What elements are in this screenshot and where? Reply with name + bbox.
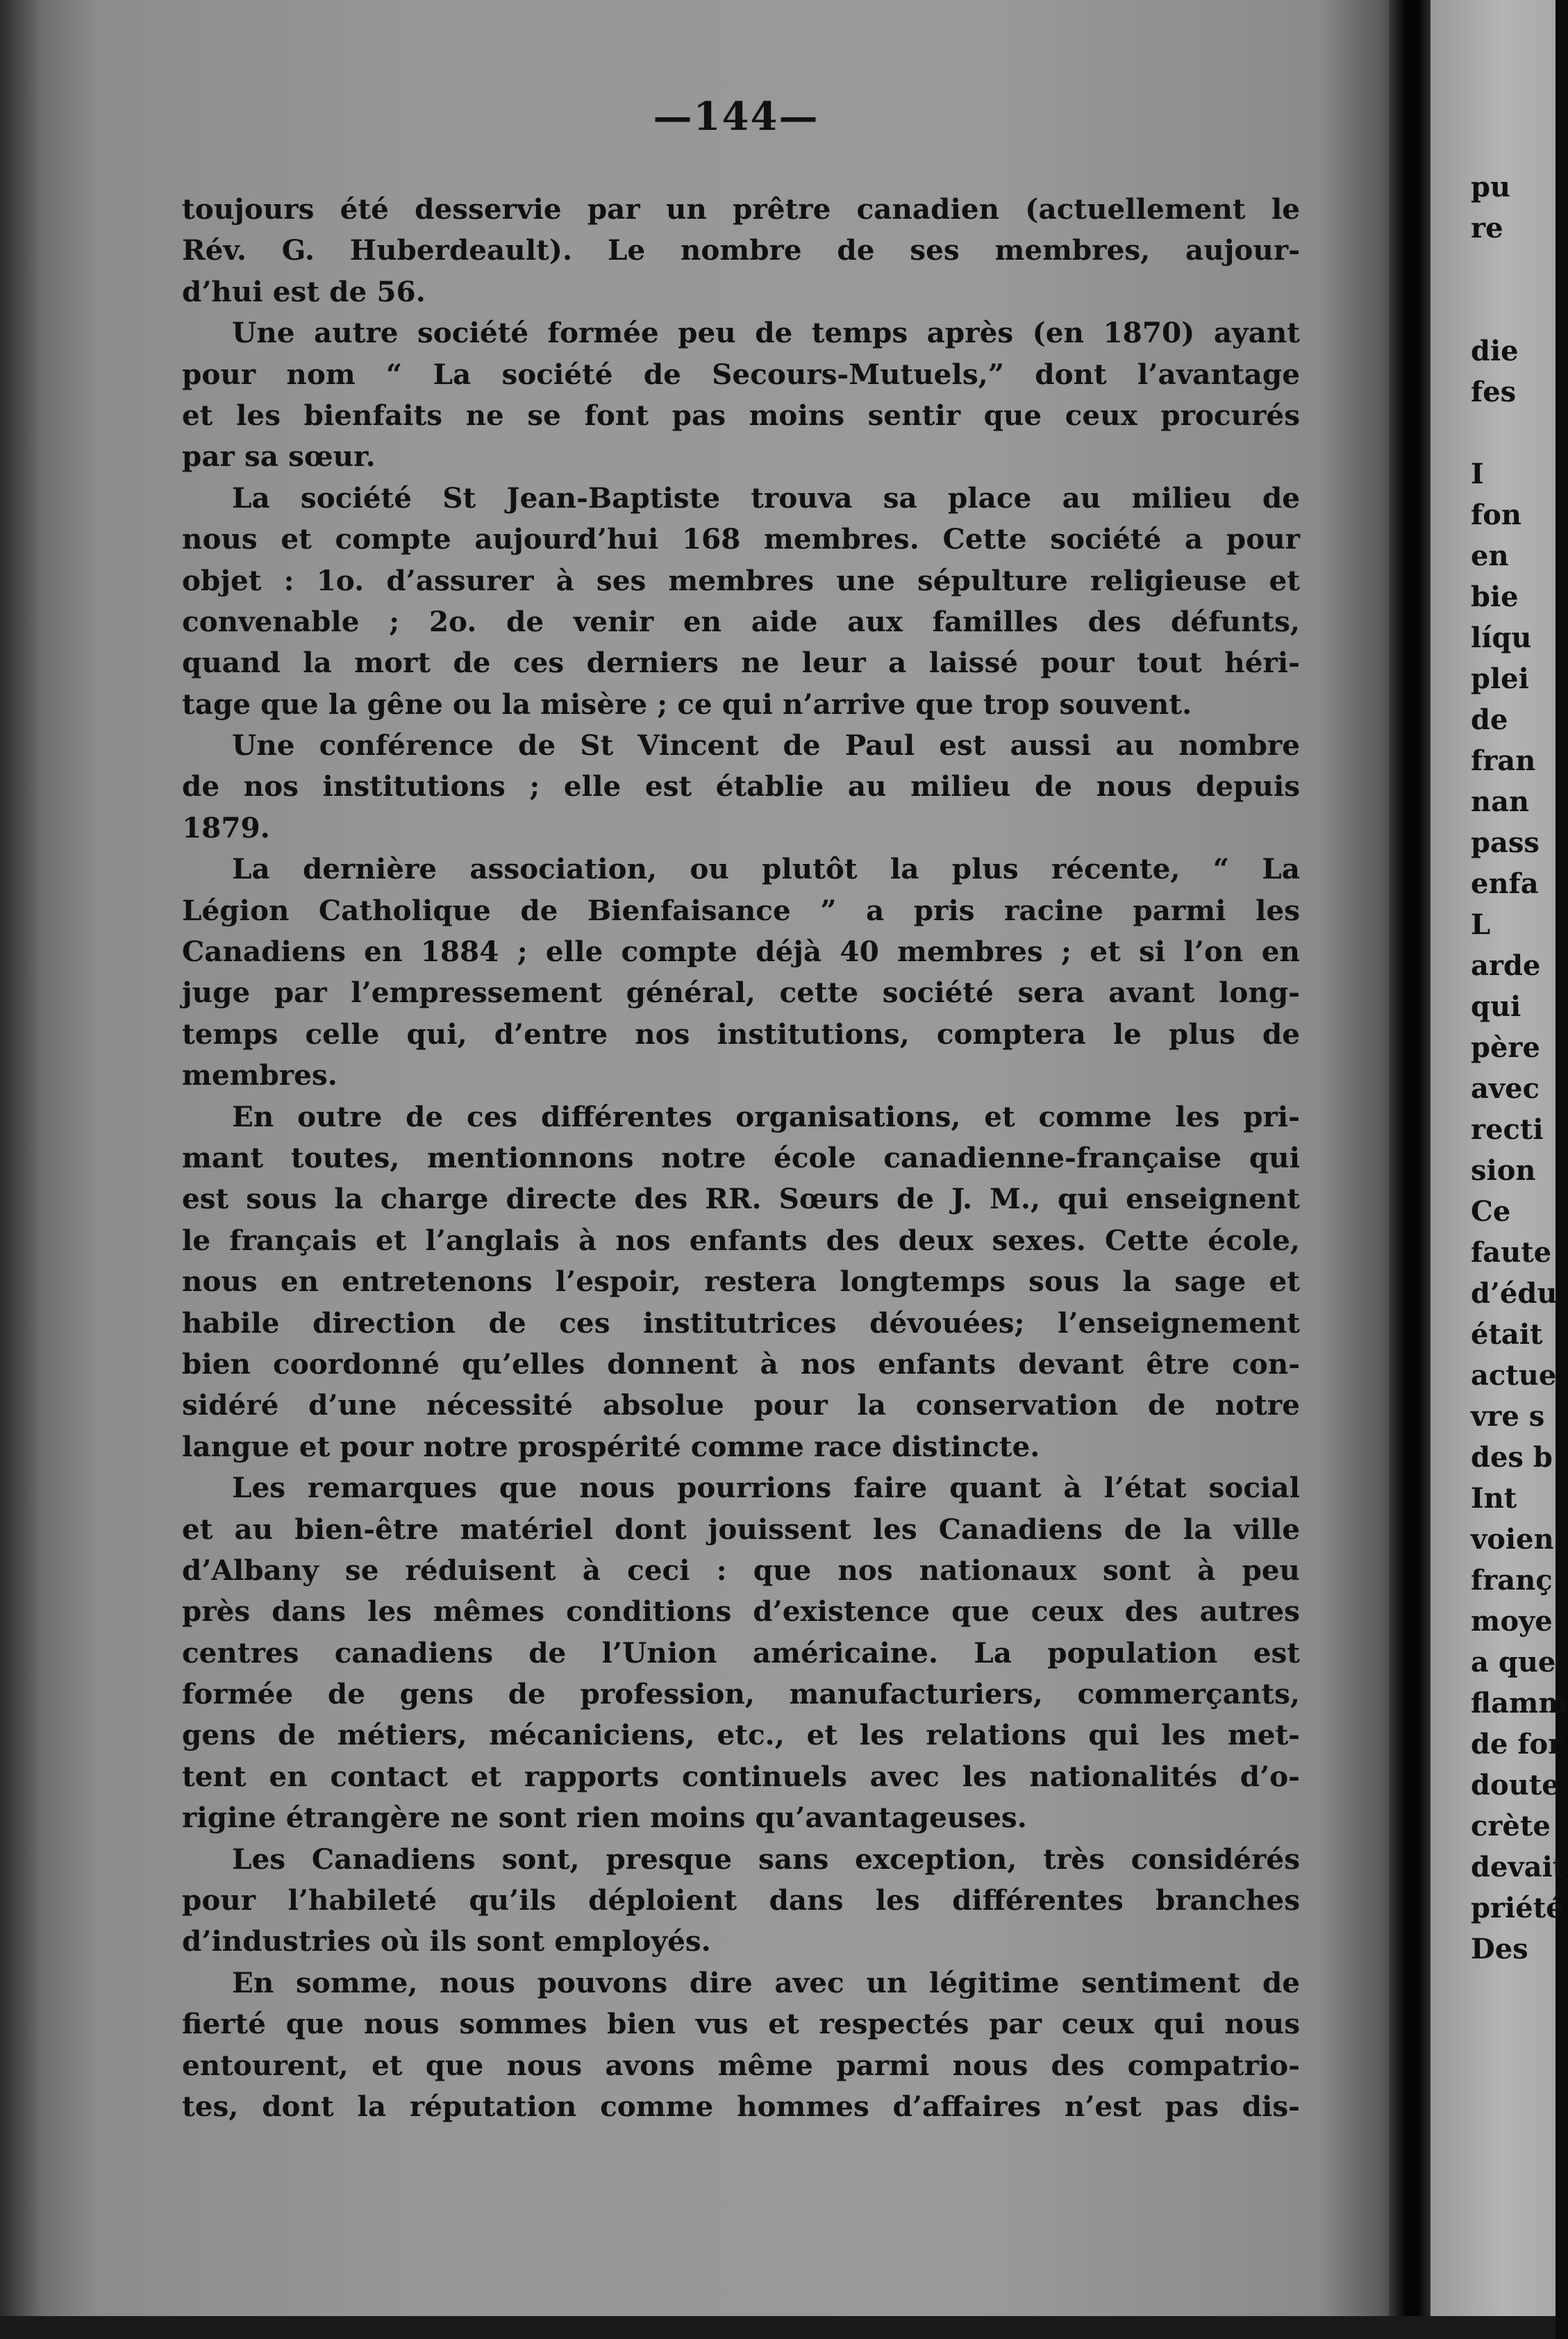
text-line: bien coordonné qu’elles donnent à nos enfants devant être con-	[182, 1347, 1300, 1381]
right-text-fragment: enfa	[1471, 867, 1539, 900]
text-line: La société St Jean-Baptiste trouva sa place au milieu de	[232, 481, 1300, 515]
text-line: de nos institutions ; elle est établie au milieu de nous depuis	[182, 769, 1300, 804]
text-line: sidéré d’une nécessité absolue pour la conservation de notre	[182, 1388, 1300, 1422]
text-line: d’Albany se réduisent à ceci : que nos nationaux sont à peu	[182, 1553, 1300, 1587]
right-text-fragment: doute	[1471, 1769, 1560, 1801]
right-text-fragment: devait	[1471, 1851, 1566, 1883]
text-line: pour nom “ La société de Secours-Mutuels,” dont l’avantage	[182, 357, 1300, 391]
right-text-fragment: recti	[1471, 1113, 1544, 1146]
right-text-fragment: moye	[1471, 1605, 1553, 1638]
right-text-fragment: die	[1471, 335, 1519, 367]
book-gutter	[1389, 0, 1431, 2339]
right-text-fragment: en	[1471, 540, 1509, 572]
right-text-fragment: fes	[1471, 376, 1517, 408]
right-text-fragment: sion	[1471, 1154, 1536, 1187]
text-line: formée de gens de profession, manufacturiers, commerçants,	[182, 1677, 1300, 1711]
text-line: est sous la charge directe des RR. Sœurs de J. M., qui enseignent	[182, 1182, 1300, 1216]
text-line: convenable ; 2o. de venir en aide aux familles des défunts,	[182, 604, 1300, 638]
right-text-fragment	[1471, 249, 1556, 290]
text-line: et au bien-être matériel dont jouissent les Canadiens de la ville	[182, 1512, 1300, 1546]
text-line: En somme, nous pouvons dire avec un légitime sentiment de	[232, 1965, 1300, 1999]
text-line: près dans les mêmes conditions d’existence que ceux des autres	[182, 1595, 1300, 1629]
right-text-fragment: était	[1471, 1318, 1543, 1351]
text-line: d’industries où ils sont employés.	[182, 1924, 711, 1958]
right-text-fragment: priété	[1471, 1892, 1564, 1924]
text-line: d’hui est de 56.	[182, 274, 426, 308]
right-text-fragment: des b	[1471, 1441, 1553, 1474]
right-text-fragment: de for	[1471, 1728, 1563, 1761]
right-text-fragment: actue	[1471, 1359, 1557, 1392]
text-line: Légion Catholique de Bienfaisance ” a pris racine parmi les	[182, 893, 1300, 927]
text-line: En outre de ces différentes organisations, et comme les pri-	[232, 1099, 1300, 1133]
right-text-fragment: a que	[1471, 1646, 1556, 1679]
text-line: temps celle qui, d’entre nos institutions, comptera le plus de	[182, 1017, 1300, 1051]
right-text-fragment: Ce	[1471, 1195, 1511, 1228]
text-line: Rév. G. Huberdeault). Le nombre de ses membres, aujour-	[182, 233, 1300, 267]
right-text-fragment: fon	[1471, 499, 1521, 531]
text-line: toujours été desservie par un prêtre canadien (actuellement le	[182, 192, 1300, 226]
text-line: le français et l’anglais à nos enfants des deux sexes. Cette école,	[182, 1223, 1300, 1257]
text-line: tage que la gêne ou la misère ; ce qui n’arrive que trop souvent.	[182, 687, 1192, 721]
text-line: objet : 1o. d’assurer à ses membres une sépulture religieuse et	[182, 563, 1300, 597]
right-text-fragment: faute	[1471, 1236, 1552, 1269]
text-line: tes, dont la réputation comme hommes d’affaires n’est pas dis-	[182, 2089, 1300, 2123]
right-text-fragment: nan	[1471, 785, 1530, 818]
right-text-fragment: re	[1471, 212, 1503, 244]
text-line: habile direction de ces institutrices dévouées; l’enseignement	[182, 1306, 1300, 1340]
text-line: Les Canadiens sont, presque sans exception, très considérés	[232, 1842, 1300, 1876]
right-text-fragment: père	[1471, 1031, 1540, 1064]
page-body-text	[182, 189, 1300, 2127]
right-page-text-fragments	[1471, 167, 1568, 1970]
right-text-fragment: fran	[1471, 744, 1536, 777]
right-text-fragment: plei	[1471, 663, 1529, 695]
right-text-fragment	[1471, 290, 1556, 331]
text-line: gens de métiers, mécaniciens, etc., et les relations qui les met-	[182, 1718, 1300, 1752]
text-line: La dernière association, ou plutôt la plus récente, “ La	[232, 852, 1300, 886]
text-line: 1879.	[182, 810, 270, 844]
right-text-fragment: Des	[1471, 1933, 1528, 1965]
text-line: fierté que nous sommes bien vus et respectés par ceux qui nous	[182, 2007, 1300, 2041]
text-line: Canadiens en 1884 ; elle compte déjà 40 membres ; et si l’on en	[182, 935, 1300, 969]
text-line: juge par l’empressement général, cette société sera avant long-	[182, 976, 1300, 1010]
right-text-fragment: bie	[1471, 581, 1519, 613]
right-text-fragment: avec	[1471, 1072, 1540, 1105]
text-line: membres.	[182, 1058, 337, 1092]
right-text-fragment	[1471, 413, 1556, 453]
right-text-fragment: qui	[1471, 990, 1521, 1023]
text-line: entourent, et que nous avons même parmi nous des compatrio-	[182, 2048, 1300, 2082]
text-line: mant toutes, mentionnons notre école canadienne-française qui	[182, 1140, 1300, 1174]
right-text-fragment: I	[1471, 458, 1484, 490]
right-text-fragment: de	[1471, 704, 1508, 736]
text-line: Les remarques que nous pourrions faire quant à l’état social	[232, 1471, 1300, 1505]
right-text-fragment: d’édu	[1471, 1277, 1558, 1310]
text-line: quand la mort de ces derniers ne leur a laissé pour tout héri-	[182, 646, 1300, 680]
right-text-fragment: líqu	[1471, 622, 1532, 654]
right-text-fragment: voien	[1471, 1523, 1554, 1556]
right-text-fragment: flamm	[1471, 1687, 1568, 1720]
page-number: —144—	[653, 94, 819, 140]
text-line: nous en entretenons l’espoir, restera longtemps sous la sage et	[182, 1265, 1300, 1299]
text-line: tent en contact et rapports continuels avec les nationalités d’o-	[182, 1759, 1300, 1793]
text-line: rigine étrangère ne sont rien moins qu’avantageuses.	[182, 1801, 1027, 1835]
right-text-fragment: Int	[1471, 1482, 1517, 1515]
text-line: Une conférence de St Vincent de Paul est aussi au nombre	[232, 729, 1300, 763]
right-text-fragment: pass	[1471, 826, 1540, 859]
text-line: nous et compte aujourd’hui 168 membres. Cette société a pour	[182, 522, 1300, 556]
scan-bottom-edge	[0, 2316, 1556, 2339]
right-text-fragment: crète	[1471, 1810, 1551, 1842]
text-line: pour l’habileté qu’ils déploient dans les différentes branches	[182, 1883, 1300, 1917]
text-line: langue et pour notre prospérité comme race distincte.	[182, 1429, 1040, 1463]
text-line: centres canadiens de l’Union américaine. La population est	[182, 1635, 1300, 1670]
right-text-fragment: pu	[1471, 171, 1511, 203]
text-line: par sa sœur.	[182, 440, 376, 474]
text-line: Une autre société formée peu de temps après (en 1870) ayant	[232, 316, 1300, 350]
text-line: et les bienfaits ne se font pas moins sentir que ceux procurés	[182, 398, 1300, 432]
right-text-fragment: arde	[1471, 949, 1541, 982]
right-text-fragment: vre s	[1471, 1400, 1545, 1433]
right-text-fragment: franç	[1471, 1564, 1553, 1597]
right-text-fragment: L	[1471, 908, 1491, 941]
